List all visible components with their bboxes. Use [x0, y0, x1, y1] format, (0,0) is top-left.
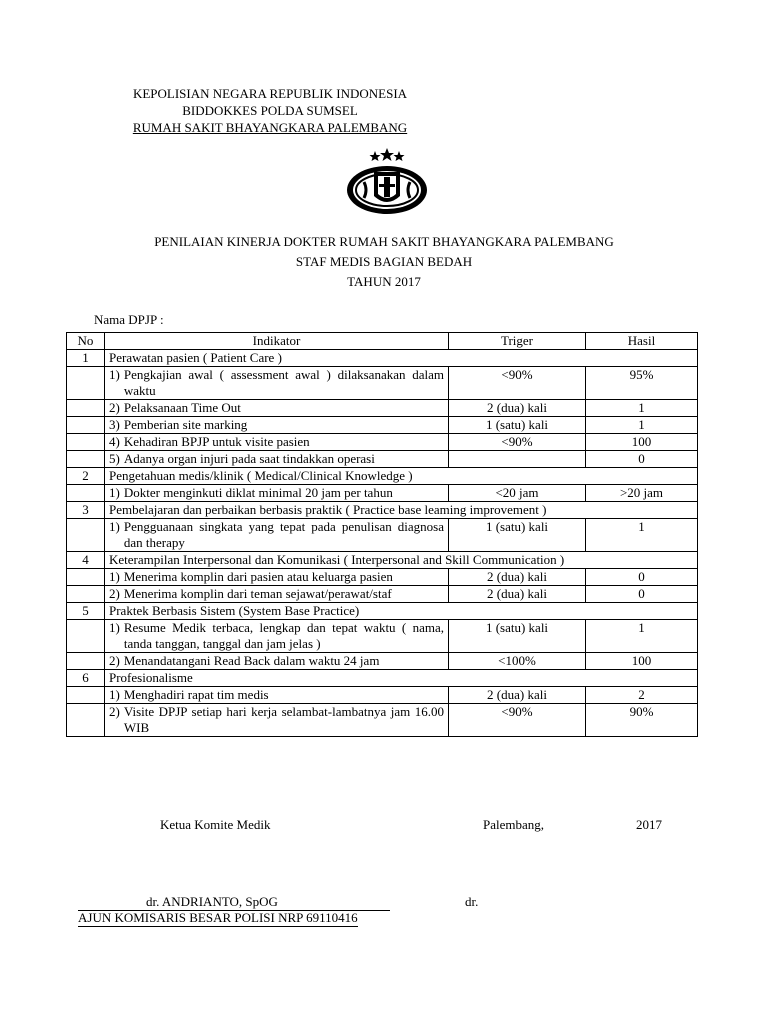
empty-no-cell [67, 434, 105, 451]
section-row [67, 603, 698, 620]
nama-dpjp-label: Nama DPJP : [94, 312, 164, 327]
header-triger: Triger [449, 333, 586, 350]
triger-cell: 2 (dua) kali [449, 687, 586, 704]
hasil-cell: 2 [586, 687, 698, 704]
indicator-text: Dokter menginkuti diklat minimal 20 jam per tahun [123, 485, 393, 500]
header-line-2: BIDDOKKES POLDA SUMSEL [182, 103, 358, 118]
hasil-cell: 100 [586, 653, 698, 670]
indicator-number: 1) [109, 687, 120, 702]
indicator-cell [105, 704, 449, 737]
hasil-cell: 95% [586, 367, 698, 400]
indicator-row [67, 620, 698, 653]
section-title: Pembelajaran dan perbaikan berbasis praktik ( Practice base leaming improvement ) [105, 502, 698, 519]
indicator-number: 5) [109, 451, 120, 466]
empty-no-cell [67, 620, 105, 653]
empty-no-cell [67, 586, 105, 603]
indicator-cell [105, 367, 449, 400]
empty-no-cell [67, 519, 105, 552]
triger-cell: 1 (satu) kali [449, 620, 586, 653]
hasil-cell: 0 [586, 586, 698, 603]
empty-no-cell [67, 400, 105, 417]
indicator-text: Menerima komplin dari teman sejawat/perawat/staf [123, 586, 392, 601]
document-title [0, 234, 768, 294]
indicator-text: Kehadiran BPJP untuk visite pasien [123, 434, 310, 449]
indicator-number: 1) [109, 519, 120, 534]
indicator-text: Pelaksanaan Time Out [123, 400, 241, 415]
table-header-row [67, 333, 698, 350]
indicator-cell [105, 586, 449, 603]
section-number: 1 [67, 350, 105, 367]
section-title: Profesionalisme [105, 670, 698, 687]
indicator-row [67, 367, 698, 400]
indicator-number: 3) [109, 417, 120, 432]
triger-cell: 2 (dua) kali [449, 569, 586, 586]
section-number: 5 [67, 603, 105, 620]
indicator-cell [105, 687, 449, 704]
indicator-text: Pengguanaan singkata yang tepat pada penulisan diagnosa dan therapy [123, 519, 444, 550]
empty-no-cell [67, 569, 105, 586]
section-row [67, 350, 698, 367]
hasil-cell: 100 [586, 434, 698, 451]
empty-no-cell [67, 367, 105, 400]
indicator-text: Resume Medik terbaca, lengkap dan tepat waktu ( nama, tanda tanggan, tanggal dan jam jelas ) [123, 620, 444, 651]
indicator-cell [105, 400, 449, 417]
triger-cell: 2 (dua) kali [449, 400, 586, 417]
indicator-cell [105, 434, 449, 451]
year-label: 2017 [636, 817, 662, 832]
hasil-cell: 0 [586, 451, 698, 468]
table-body [67, 350, 698, 737]
indicator-cell [105, 653, 449, 670]
hasil-cell: 1 [586, 400, 698, 417]
performance-table [66, 332, 698, 737]
indicator-text: Adanya organ injuri pada saat tindakkan operasi [123, 451, 375, 466]
section-number: 2 [67, 468, 105, 485]
indicator-row [67, 485, 698, 502]
indicator-cell [105, 485, 449, 502]
indicator-cell [105, 451, 449, 468]
ketua-komite-label: Ketua Komite Medik [160, 817, 271, 832]
triger-cell: <20 jam [449, 485, 586, 502]
hasil-cell: 90% [586, 704, 698, 737]
indicator-number: 4) [109, 434, 120, 449]
section-title: Pengetahuan medis/klinik ( Medical/Clinical Knowledge ) [105, 468, 698, 485]
indicator-text: Pemberian site marking [123, 417, 248, 432]
hasil-cell: >20 jam [586, 485, 698, 502]
indicator-row [67, 434, 698, 451]
triger-cell: 1 (satu) kali [449, 417, 586, 434]
indicator-cell [105, 417, 449, 434]
triger-cell: 1 (satu) kali [449, 519, 586, 552]
institution-header [60, 86, 480, 137]
title-line-2: STAF MEDIS BAGIAN BEDAH [295, 254, 473, 269]
empty-no-cell [67, 451, 105, 468]
empty-no-cell [67, 653, 105, 670]
triger-cell: <90% [449, 434, 586, 451]
signer-rank: AJUN KOMISARIS BESAR POLISI NRP 69110416 [78, 910, 358, 925]
header-line-3: RUMAH SAKIT BHAYANGKARA PALEMBANG [132, 120, 408, 135]
section-title: Keterampilan Interpersonal dan Komunikasi ( Interpersonal and Skill Communication ) [105, 552, 698, 569]
indicator-cell [105, 519, 449, 552]
section-row [67, 552, 698, 569]
section-number: 3 [67, 502, 105, 519]
empty-no-cell [67, 687, 105, 704]
indicator-cell [105, 620, 449, 653]
indicator-row [67, 519, 698, 552]
indicator-number: 1) [109, 620, 120, 635]
hasil-cell: 0 [586, 569, 698, 586]
indicator-text: Pengkajian awal ( assessment awal ) dilaksanakan dalam waktu [123, 367, 444, 398]
title-line-1: PENILAIAN KINERJA DOKTER RUMAH SAKIT BHAYANGKARA PALEMBANG [154, 234, 614, 249]
indicator-number: 1) [109, 569, 120, 584]
hasil-cell: 1 [586, 417, 698, 434]
header-line-1: KEPOLISIAN NEGARA REPUBLIK INDONESIA [132, 86, 408, 101]
empty-no-cell [67, 704, 105, 737]
hasil-cell: 1 [586, 519, 698, 552]
police-emblem-icon [344, 146, 430, 216]
empty-no-cell [67, 485, 105, 502]
section-row [67, 468, 698, 485]
signature-line-left [78, 894, 390, 911]
triger-cell: 2 (dua) kali [449, 586, 586, 603]
signer-left-name: dr. ANDRIANTO, SpOG [146, 894, 278, 909]
header-hasil: Hasil [586, 333, 698, 350]
empty-no-cell [67, 417, 105, 434]
header-indikator: Indikator [105, 333, 449, 350]
indicator-text: Menerima komplin dari pasien atau keluarga pasien [123, 569, 393, 584]
section-row [67, 670, 698, 687]
indicator-number: 2) [109, 704, 120, 719]
triger-cell: <90% [449, 367, 586, 400]
indicator-row [67, 586, 698, 603]
section-title: Praktek Berbasis Sistem (System Base Practice) [105, 603, 698, 620]
triger-cell: <100% [449, 653, 586, 670]
indicator-row [67, 653, 698, 670]
indicator-number: 2) [109, 586, 120, 601]
indicator-text: Menandatangani Read Back dalam waktu 24 jam [123, 653, 380, 668]
indicator-number: 2) [109, 653, 120, 668]
indicator-row [67, 451, 698, 468]
indicator-number: 1) [109, 485, 120, 500]
triger-cell: <90% [449, 704, 586, 737]
indicator-row [67, 400, 698, 417]
section-title: Perawatan pasien ( Patient Care ) [105, 350, 698, 367]
signer-right-name: dr. [465, 894, 479, 909]
indicator-text: Visite DPJP setiap hari kerja selambat-lambatnya jam 16.00 WIB [123, 704, 444, 735]
indicator-row [67, 417, 698, 434]
section-row [67, 502, 698, 519]
indicator-row [67, 704, 698, 737]
indicator-cell [105, 569, 449, 586]
section-number: 4 [67, 552, 105, 569]
indicator-number: 1) [109, 367, 120, 382]
title-line-3: TAHUN 2017 [347, 274, 421, 289]
hasil-cell: 1 [586, 620, 698, 653]
indicator-text: Menghadiri rapat tim medis [123, 687, 269, 702]
indicator-row [67, 687, 698, 704]
indicator-row [67, 569, 698, 586]
indicator-number: 2) [109, 400, 120, 415]
city-date-label: Palembang, [483, 817, 545, 832]
section-number: 6 [67, 670, 105, 687]
header-no: No [67, 333, 105, 350]
triger-cell [449, 451, 586, 468]
